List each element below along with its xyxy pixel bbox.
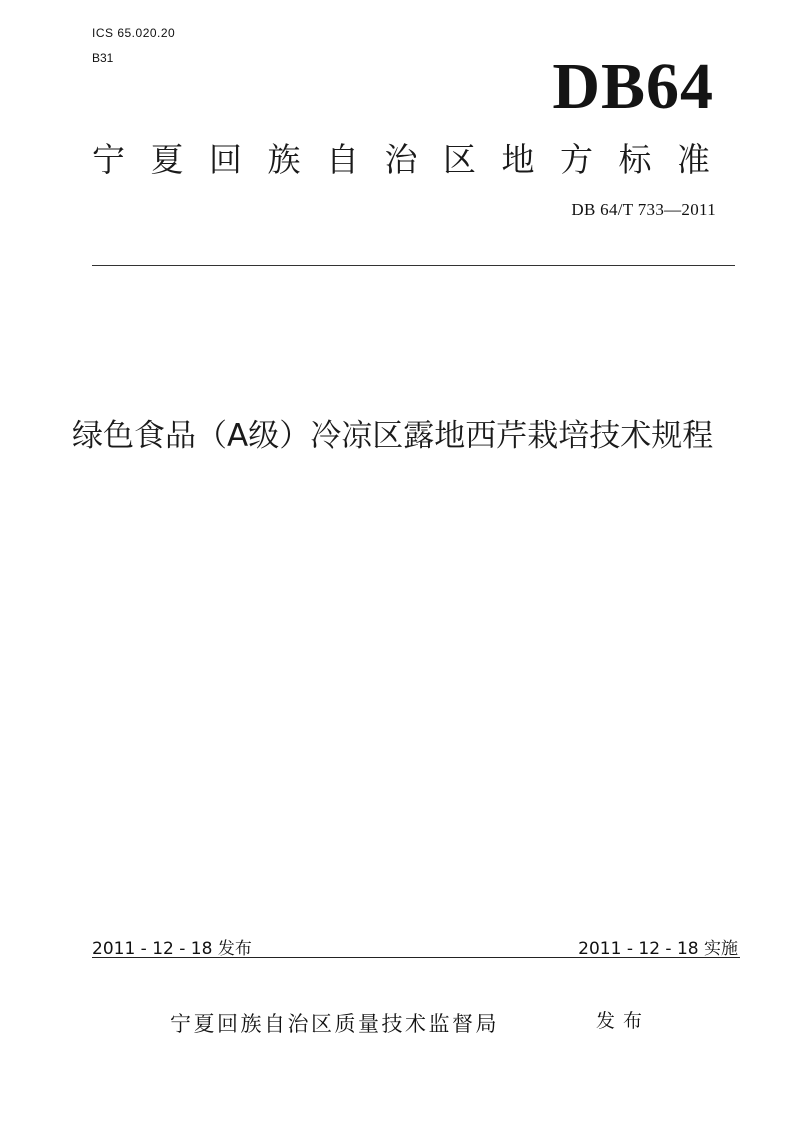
issuing-authority: 宁夏回族自治区质量技术监督局 [170,1012,499,1036]
issue-date: 2011 - 12 - 18 发布 [92,939,252,959]
ics-code: ICS 65.020.20 [92,26,176,40]
standard-type-title: 宁夏回族自治区地方标准 [92,140,736,179]
header-divider [92,265,735,266]
footer-divider [92,957,740,958]
standard-number: DB 64/T 733—2011 [571,200,716,219]
implementation-date: 2011 - 12 - 18 实施 [578,939,738,959]
issue-verb: 发布 [596,1010,651,1032]
ccs-code: B31 [92,51,114,65]
db-logo: DB64 [552,50,714,123]
document-title: 绿色食品（A级）冷凉区露地西芹栽培技术规程 [72,418,714,454]
